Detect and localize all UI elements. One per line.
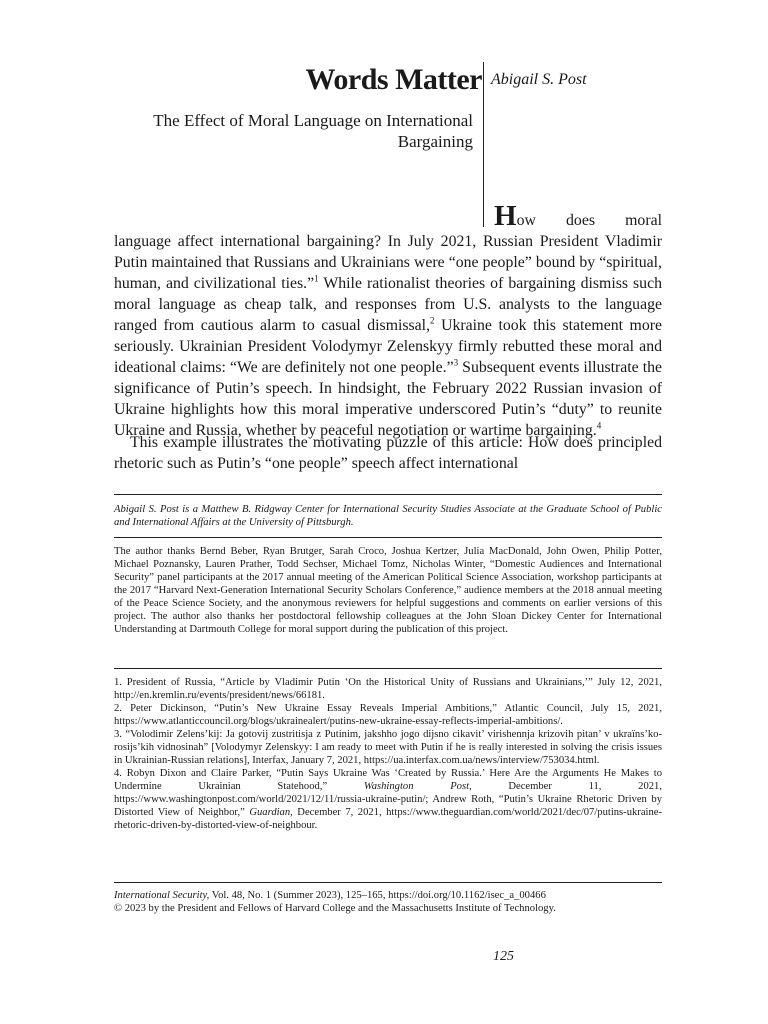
- footnote-4-publication: Washington Post: [363, 781, 470, 792]
- body-paragraph-1: [114, 200, 663, 441]
- footnote-4-text: 4. Robyn Dixon and Claire Parker, “Putin Says Ukraine Was ‘Created by Russia.’ Here Are the Arguments He Makes to Undermine Ukrainian Statehood,”: [114, 768, 662, 792]
- body-paragraph-2: This example illustrates the motivating puzzle of this article: How does principled rhetoric such as Putin’s “one people” speech affect international: [114, 434, 662, 472]
- footnote-ref-3[interactable]: 3: [453, 357, 459, 368]
- author-name: Abigail S. Post: [491, 71, 587, 88]
- body-text-segment: While rationalist theories of bargaining dismiss such moral language as cheap talk, and responses from U.S. analysts to the language ranged from cautious alarm to casual dismissal,: [114, 275, 662, 334]
- body-text-segment: Subsequent events illustrate the significance of Putin’s speech. In hindsight, the February 2022 Russian invasion of Ukraine highlights how this moral imperative underscored Putin’s “duty” to reunite Ukraine and Russia, whether by peaceful negotiation or wartime bargaining.: [114, 359, 663, 439]
- divider-rule: [114, 537, 662, 538]
- footnote-4-text: , December 7, 2021, https://www.theguardian.com/world/2021/dec/07/putins-ukraine-rhetoric-driven-by-distorted-view-of-neighbour.: [114, 807, 663, 831]
- footnote-ref-1[interactable]: 1: [314, 273, 319, 284]
- article-subtitle: The Effect of Moral Language on International Bargaining: [153, 111, 473, 151]
- divider-rule: [114, 668, 662, 669]
- citation-block: [114, 889, 662, 915]
- page-number: 125: [493, 949, 514, 964]
- divider-rule: [114, 882, 662, 883]
- title-divider: [483, 62, 484, 227]
- footnote-4-text: , December 11, 2021, https://www.washingtonpost.com/world/2021/12/11/russia-ukraine-putin/; Andrew Roth, “Putin’s Ukraine Rhetoric Driven by Distorted View of Neighbor,”: [114, 781, 662, 818]
- author-note: Abigail S. Post is a Matthew B. Ridgway Center for International Security Studies Associate at the Graduate School of Public and International Affairs at the University of Pittsburgh.: [114, 504, 662, 528]
- footnote-2: 2. Peter Dickinson, “Putin’s New Ukraine Essay Reveals Imperial Ambitions,” Atlantic Council, July 15, 2021, https://www.atlanticcouncil.org/blogs/ukrainealert/putins-new-ukraine-essay-reflects-imperial-ambitions/.: [114, 703, 662, 727]
- footnotes-section: [114, 676, 662, 832]
- journal-name: International Security,: [114, 890, 210, 901]
- copyright-line: © 2023 by the President and Fellows of Harvard College and the Massachusetts Institute of Technology.: [114, 903, 556, 914]
- article-title: Words Matter: [305, 63, 482, 96]
- journal-citation: [114, 889, 662, 902]
- footnote-1: 1. President of Russia, “Article by Vladimir Putin ‘On the Historical Unity of Russians and Ukrainians,’” July 12, 2021, http://en.kremlin.ru/events/president/news/66181.: [114, 677, 662, 701]
- footnote-ref-2[interactable]: 2: [430, 315, 435, 326]
- footnote-ref-4[interactable]: 4: [596, 420, 602, 431]
- divider-rule: [114, 494, 662, 495]
- acknowledgments: The author thanks Bernd Beber, Ryan Brutger, Sarah Croco, Joshua Kertzer, Julia MacDonald, John Owen, Philip Potter, Michael Poznansky, Lauren Prather, Todd Sechser, Michael Tomz, Nicholas Winter, “Domestic Audiences and International Security” panel participants at the 2017 annual meeting of the American Political Science Association, workshop participants at the 2017 “Harvard Next-Generation International Security Scholars Conference,” audience members at the 2018 annual meeting of the Peace Science Society, and the anonymous reviewers for helpful suggestions and comments on earlier versions of this project. The author also thanks her postdoctoral fellowship colleagues at the John Sloan Dickey Center for International Understanding at Dartmouth College for moral support during the publication of this project.: [114, 546, 662, 635]
- drop-cap: H: [494, 200, 517, 232]
- citation-details: Vol. 48, No. 1 (Summer 2023), 125–165, https://doi.org/10.1162/isec_a_00466: [209, 890, 546, 901]
- body-text-segment: ow does moral language affect international bargaining? In July 2021, Russian President Vladimir Putin maintained that Russians and Ukrainians were “one people” bound by “spiritual, human, and civilizational ties.”: [114, 212, 662, 292]
- body-text-segment: Ukraine took this statement more seriously. Ukrainian President Volodymyr Zelenskyy firmly rebutted these moral and ideational claims: “We are definitely not one people.”: [114, 317, 662, 376]
- footnote-3: 3. “Volodimir Zelens’kij: Ja gotovij zustritisja z Putinim, jakshho jogo dijsno cikavit’ virishennja krizovih pitan’ v ukraïns’ko-rosijs’kih vidnosinah” [Volodymyr Zelenskyy: I am ready to meet with Putin if he is really interested in solving the crisis issues in Ukrainian-Russian relations], Interfax, January 7, 2021, https://ua.interfax.com.ua/news/interview/753034.html.: [114, 729, 662, 766]
- footnote-4-publication: Guardian: [249, 807, 291, 818]
- footnote-4: [114, 767, 662, 832]
